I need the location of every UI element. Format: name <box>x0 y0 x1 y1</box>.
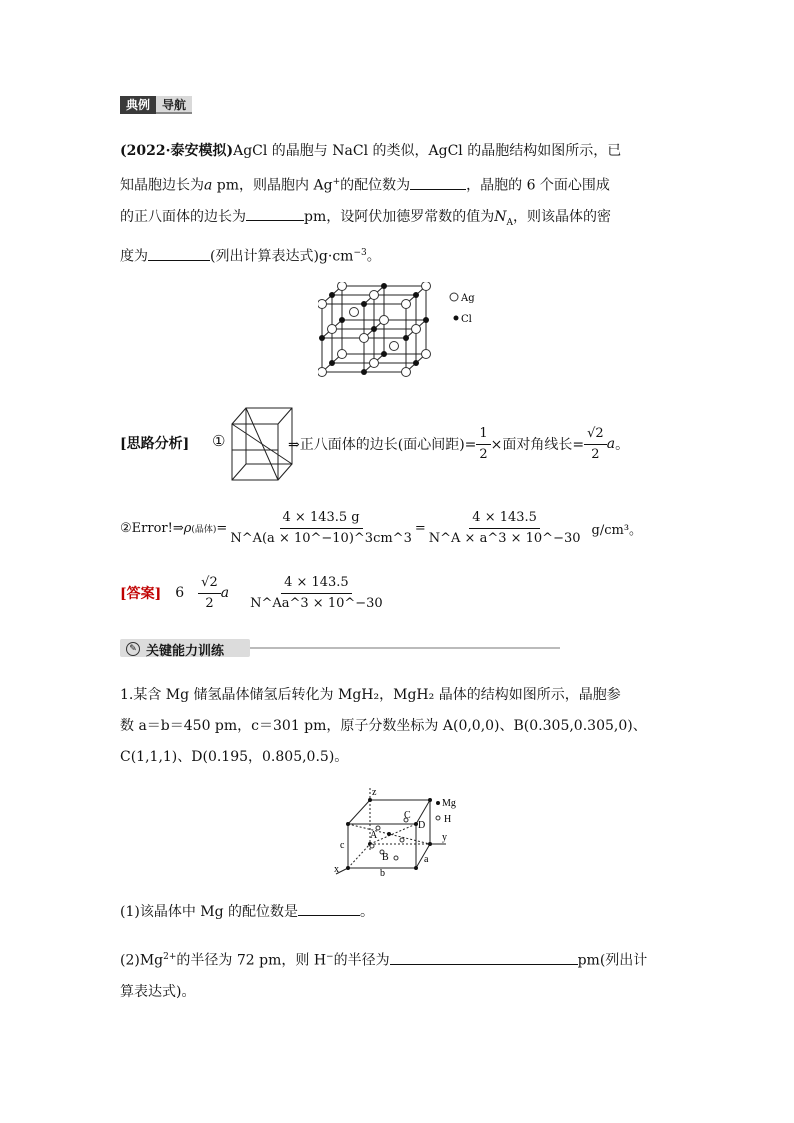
example-text: AgCl 的晶胞与 NaCl 的类似，AgCl 的晶胞结构如图所示，已 <box>233 143 622 159</box>
point-b-label: B <box>382 852 389 863</box>
sup: + <box>332 177 341 187</box>
q1-line: 数 a＝b＝450 pm，c＝301 pm，原子分数坐标为 A(0,0,0)、B(0.305,0.305,0)、 <box>120 718 647 734</box>
fraction-sqrt2-over-2: $\frac{√2}{2}$ <box>584 424 607 465</box>
equals: = <box>216 520 228 536</box>
rho-subscript: (晶体) <box>191 524 217 535</box>
answer-blank[interactable] <box>298 901 360 916</box>
pen-icon: ✎ <box>126 642 140 656</box>
example-text: 知晶胞边长为 <box>120 177 204 194</box>
edge-b-label: b <box>380 868 385 878</box>
answer-label: [答案] <box>120 586 162 602</box>
mgh2-crystal-figure <box>334 786 464 878</box>
question-1-part-1 <box>120 897 676 928</box>
q1-2-line2: 算表达式)。 <box>120 983 196 1000</box>
answer-blank[interactable] <box>410 175 466 190</box>
example-text: ，则该晶体的密 <box>513 208 611 225</box>
equals: = <box>414 520 426 536</box>
legend-mg-label: Mg <box>442 798 456 809</box>
point-a-label: A <box>370 830 378 841</box>
q1-2-text: (2)Mg <box>120 952 164 969</box>
sub: A <box>506 217 513 228</box>
analysis-formula <box>288 422 629 466</box>
var-n: N <box>494 208 507 225</box>
point-c-label: C <box>404 810 411 821</box>
example-text: (列出计算表达式)g·cm <box>210 249 354 266</box>
answer-blank[interactable] <box>148 246 210 261</box>
q1-1-text: (1)该晶体中 Mg 的配位数是 <box>120 904 299 920</box>
q1-2-text: pm(列出计 <box>577 952 648 969</box>
question-1 <box>120 680 676 773</box>
legend-h-label: H <box>444 814 452 825</box>
step2-prefix: ②Error!⇒ <box>120 520 184 536</box>
answer-line <box>120 570 386 616</box>
legend-ag-marker <box>450 293 458 301</box>
axis-z-label: z <box>372 787 377 798</box>
legend-ag-label: Ag <box>461 293 475 304</box>
density-unit: g/cm³。 <box>591 522 643 538</box>
octahedron-cube-figure <box>228 404 296 484</box>
var-a: a <box>220 585 230 601</box>
answer-blank[interactable] <box>246 206 304 221</box>
q1-2-text: 的半径为 72 pm，则 H <box>176 952 327 969</box>
axis-x-label: x <box>334 864 339 875</box>
agcl-crystal-figure <box>318 282 488 378</box>
edge-a-label: a <box>424 854 429 865</box>
q1-line: 1.某含 Mg 储氢晶体储氢后转化为 MgH₂，MgH₂ 晶体的结构如图所示，晶胞参 <box>120 687 621 703</box>
example-text: pm，则晶胞内 Ag <box>212 177 333 194</box>
answer-fraction-sqrt2: $\frac{√2}{2}$ <box>198 573 221 614</box>
answer-blank[interactable] <box>390 950 578 965</box>
step-one-marker: ① <box>212 432 226 450</box>
legend-cl-label: Cl <box>461 314 472 325</box>
example-paragraph <box>120 136 676 273</box>
section-tag-right: 导航 <box>156 96 192 114</box>
density-fraction-1: $\frac{4 \times 143.5 g}{N\^{}A(a \times 10\^{}-10)\^{}3cm\^{}3}$ <box>230 509 412 546</box>
example-text: ，晶胞的 6 个面心围成 <box>466 177 610 194</box>
sup: − <box>326 952 334 962</box>
section-tag <box>120 96 192 114</box>
legend-cl-marker <box>454 316 459 321</box>
q1-2-text: 的半径为 <box>333 952 390 969</box>
fraction-half: $\frac{1}{2}$ <box>476 424 490 465</box>
analysis-text: 。 <box>615 437 630 453</box>
axis-y-label: y <box>442 832 447 843</box>
var-a: a <box>606 436 616 452</box>
density-formula <box>120 505 642 551</box>
edge-c-label: c <box>340 840 345 851</box>
example-text: 的配位数为 <box>340 177 411 194</box>
analysis-text: ×面对角线长= <box>490 437 585 453</box>
sup: −3 <box>353 248 367 259</box>
density-fraction-2: $\frac{4 \times 143.5}{N\^{}A \times a\^{}3 \times 10\^{}-30}$ <box>428 509 581 546</box>
analysis-label: [思路分析] <box>120 436 190 452</box>
example-source: (2022·泰安模拟) <box>120 143 234 159</box>
question-1-part-2 <box>120 942 676 1008</box>
point-d-label: D <box>418 820 426 831</box>
section-tag-left: 典例 <box>120 96 156 114</box>
example-text: 的正八面体的边长为 <box>120 208 246 225</box>
answer-value-1: 6 <box>175 585 185 601</box>
section2-title: 关键能力训练 <box>146 644 225 659</box>
example-text: 。 <box>366 249 381 266</box>
sup: 2+ <box>163 952 177 962</box>
q1-line: C(1,1,1)、D(0.195，0.805,0.5)。 <box>120 749 349 765</box>
section2-header <box>120 639 440 659</box>
var-a: a <box>204 177 213 194</box>
rho-symbol: ρ <box>183 520 192 536</box>
example-text: pm，设阿伏加德罗常数的值为 <box>304 208 495 225</box>
answer-fraction-density: $\frac{4 \times 143.5}{N\^{}Aa\^{}3 \times 10\^{}-30}$ <box>250 574 383 611</box>
example-text: 度为 <box>120 249 148 266</box>
q1-1-end: 。 <box>360 904 375 920</box>
analysis-text: ⇒正八面体的边长(面心间距)= <box>288 437 477 453</box>
